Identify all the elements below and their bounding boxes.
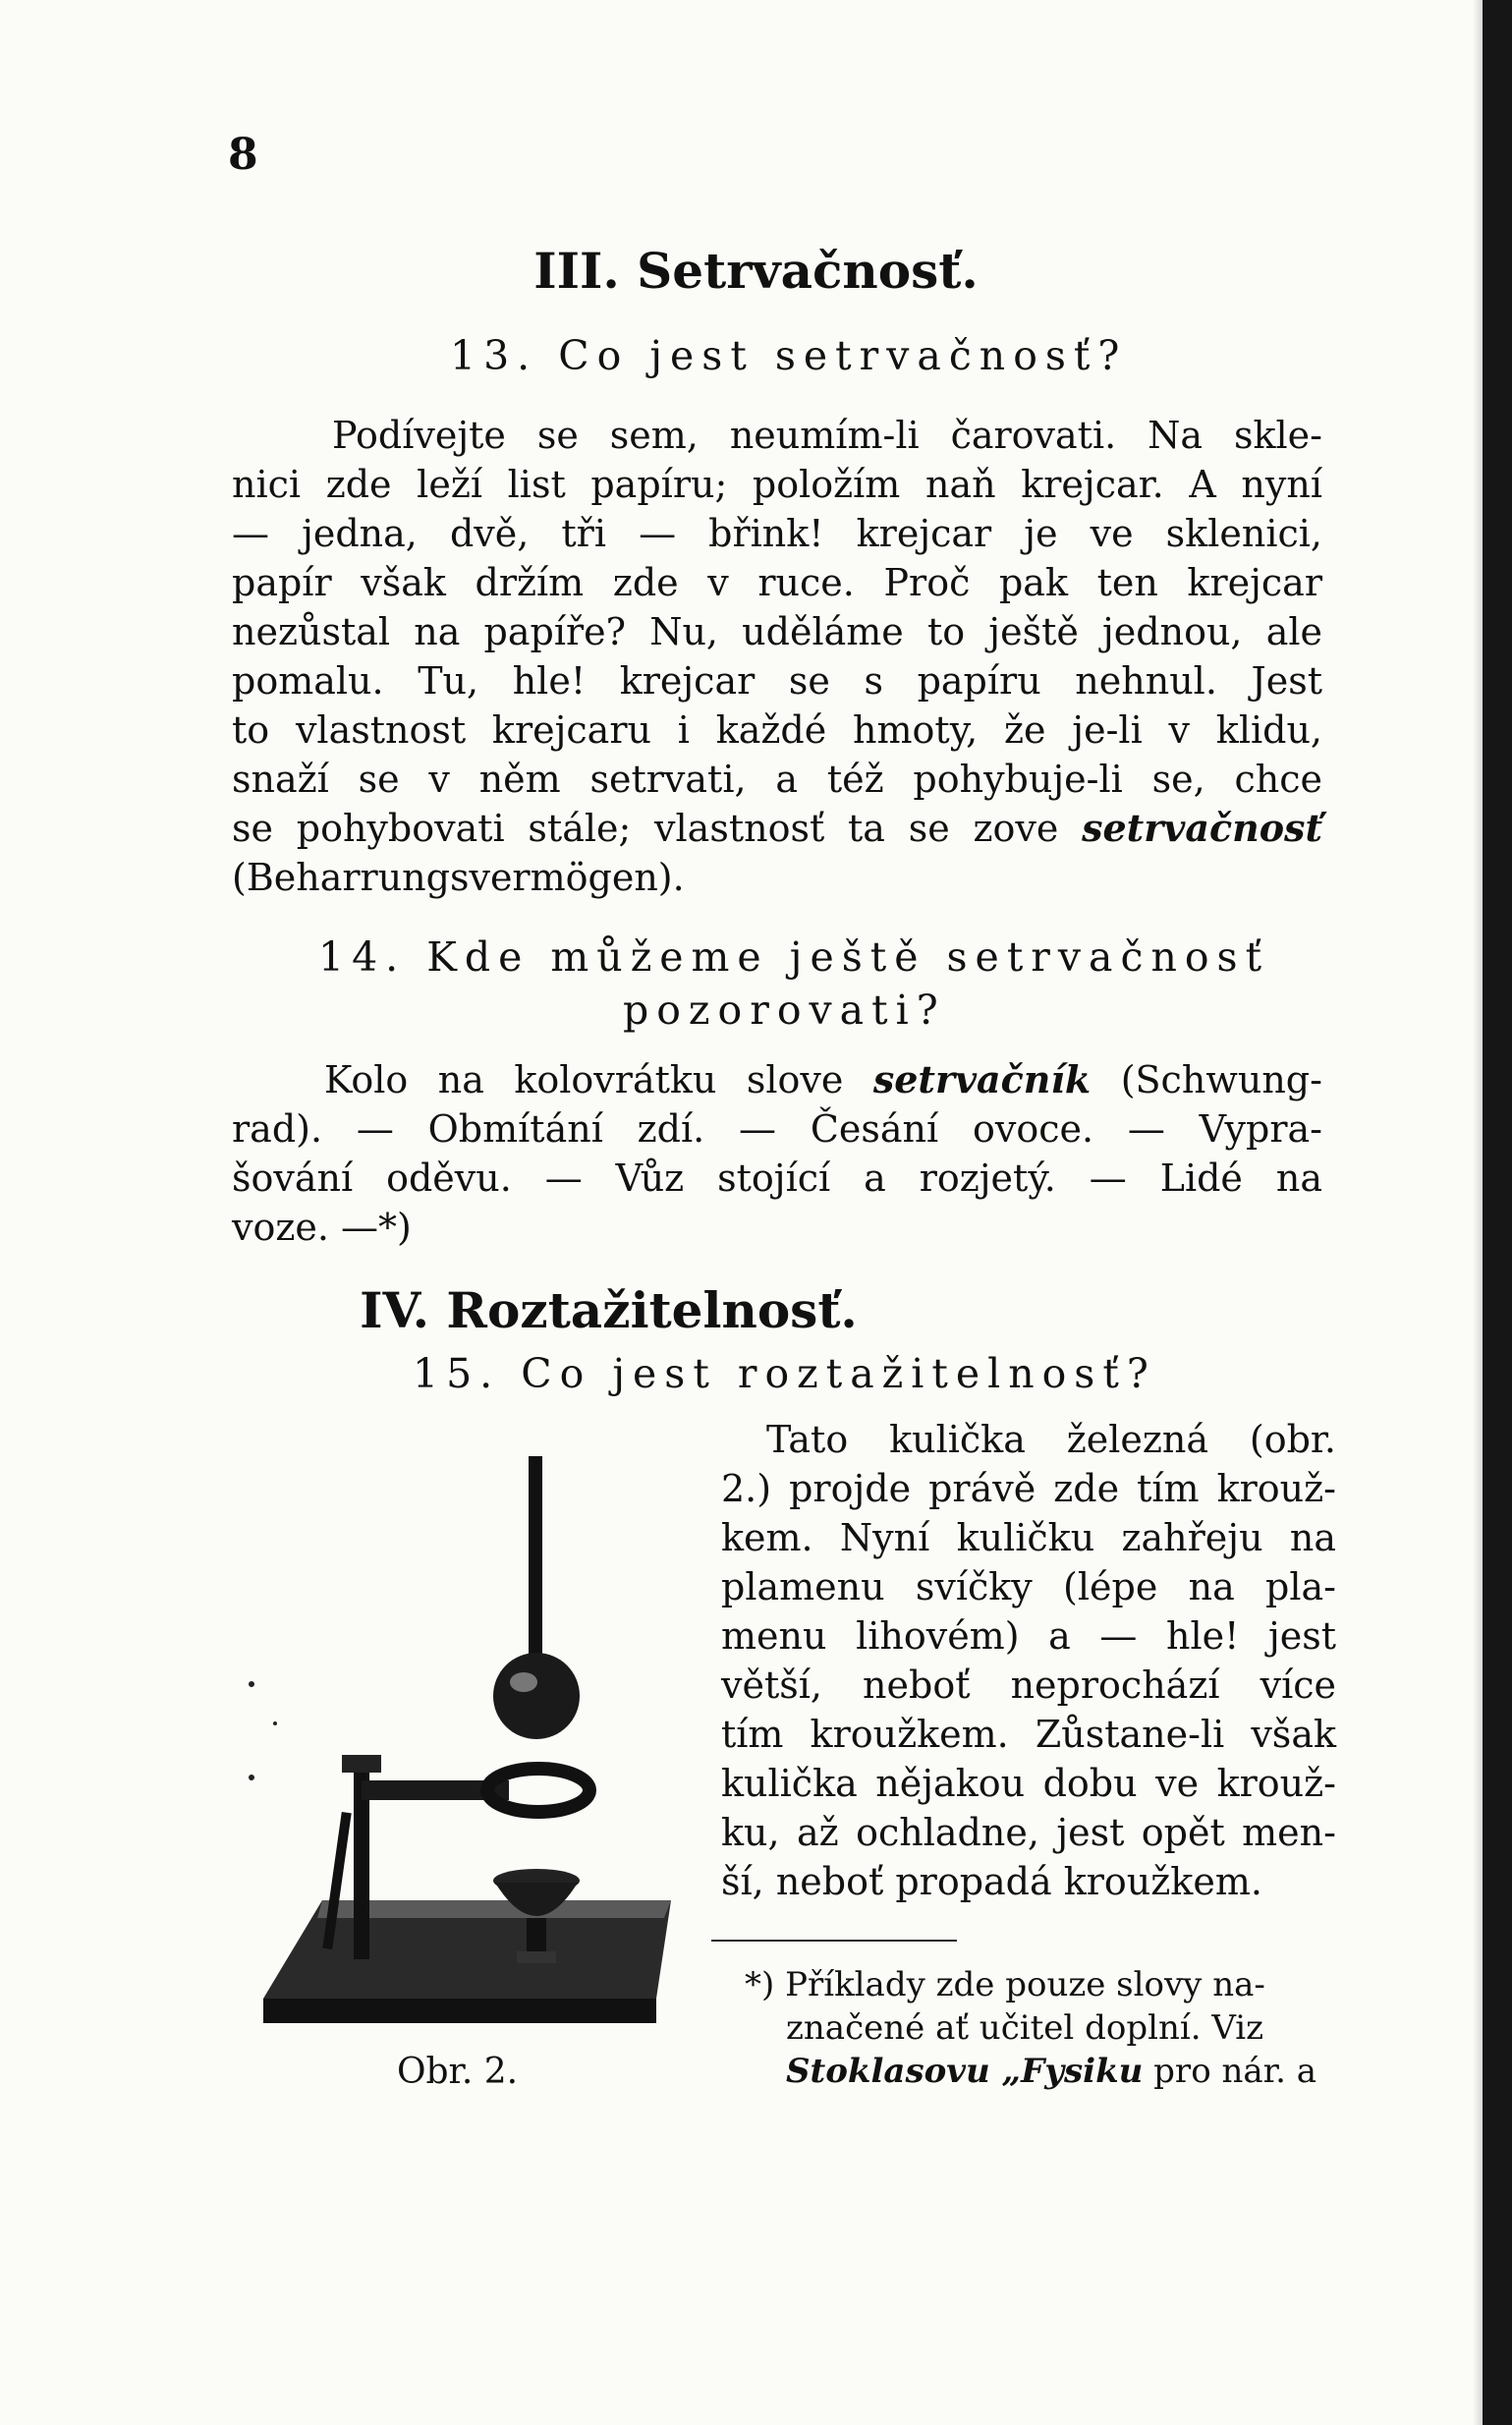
text-line: snaží se v něm setrvati, a též pohybuje-li se, chce — [232, 758, 1322, 801]
text-line: (Beharrungsvermögen). — [232, 856, 685, 899]
page-edge-shadow — [1473, 0, 1483, 2425]
question-13: 13. Co jest setrvačnosť? — [450, 332, 1128, 379]
base-front — [263, 1999, 656, 2023]
text-line: plamenu svíčky (lépe na pla- — [721, 1565, 1336, 1608]
ball-and-ring-illustration — [224, 1438, 686, 2038]
emphasis-term: setrvačník — [872, 1057, 1092, 1101]
text-line: ší, neboť propadá kroužkem. — [721, 1860, 1262, 1903]
footnote-line — [786, 2050, 1316, 2093]
text-line: větší, neboť neprochází více — [721, 1664, 1336, 1707]
text-span: se pohybovati stále; vlastnosť ta se zove — [232, 807, 1059, 850]
print-speck — [273, 1721, 277, 1725]
footnote-citation: Stoklasovu „Fysiku — [786, 2052, 1144, 2091]
section-heading-4: IV. Roztažitelnosť. — [360, 1281, 858, 1339]
text-line: papír však držím zde v ruce. Proč pak ten krejcar — [232, 561, 1322, 604]
text-span: (Schwung- — [1120, 1058, 1322, 1101]
print-speck — [249, 1681, 254, 1687]
text-line: nezůstal na papíře? Nu, uděláme to ještě jednou, ale — [232, 610, 1322, 653]
text-line: tím kroužkem. Zůstane-li však — [721, 1713, 1336, 1756]
text-line: šování oděvu. — Vůz stojící a rozjetý. — Lidé na — [232, 1156, 1322, 1200]
lamp-foot — [517, 1951, 556, 1963]
text-span: Kolo na kolovrátku slove — [324, 1058, 844, 1101]
text-line: pomalu. Tu, hle! krejcar se s papíru nehnul. Jest — [232, 659, 1322, 703]
question-14: 14. Kde můžeme ještě setrvačnosť — [318, 933, 1270, 981]
figure-caption: Obr. 2. — [397, 2052, 519, 2092]
text-line: 2.) projde právě zde tím krouž- — [721, 1467, 1336, 1510]
question-15: 15. Co jest roztažitelnosť? — [413, 1350, 1156, 1397]
print-speck — [249, 1775, 254, 1780]
iron-ball — [493, 1653, 580, 1739]
text-line: to vlastnost krejcaru i každé hmoty, že je-li v klidu, — [232, 708, 1322, 752]
text-line — [232, 804, 1322, 853]
base-top-edge — [317, 1900, 671, 1918]
text-line: Tato kulička železná (obr. — [766, 1418, 1336, 1461]
text-line: — jedna, dvě, tři — břink! krejcar je ve sklenici, — [232, 512, 1322, 555]
ball-highlight — [510, 1672, 537, 1692]
text-line: Podívejte se sem, neumím-li čarovati. Na skle- — [332, 414, 1322, 457]
emphasis-term: setrvačnosť — [1082, 806, 1322, 850]
ball-and-ring-icon — [224, 1438, 686, 2038]
stand-clamp — [342, 1755, 381, 1773]
page-number: 8 — [228, 130, 258, 180]
text-line: rad). — Obmítání zdí. — Česání ovoce. — Vypra- — [232, 1107, 1322, 1151]
text-line: voze. —*) — [232, 1206, 412, 1249]
question-14-cont: pozorovati? — [623, 987, 946, 1034]
footnote-line: značené ať učitel doplní. Viz — [786, 2008, 1264, 2048]
text-line: kulička nějakou dobu ve krouž- — [721, 1762, 1336, 1805]
text-line: menu lihovém) a — hle! jest — [721, 1614, 1336, 1658]
footnote-rule — [711, 1940, 957, 1942]
footnote-line: *) Příklady zde pouze slovy na- — [745, 1965, 1265, 2004]
text-line: ku, až ochladne, jest opět men- — [721, 1811, 1336, 1854]
footnote-text: pro nár. a — [1153, 2052, 1317, 2091]
section-heading-3: III. Setrvačnosť. — [533, 242, 979, 300]
text-line: nici zde leží list papíru; položím naň krejcar. A nyní — [232, 463, 1322, 506]
text-line — [324, 1055, 1322, 1104]
book-spine — [1483, 0, 1512, 2425]
text-line: kem. Nyní kuličku zahřeju na — [721, 1516, 1336, 1559]
